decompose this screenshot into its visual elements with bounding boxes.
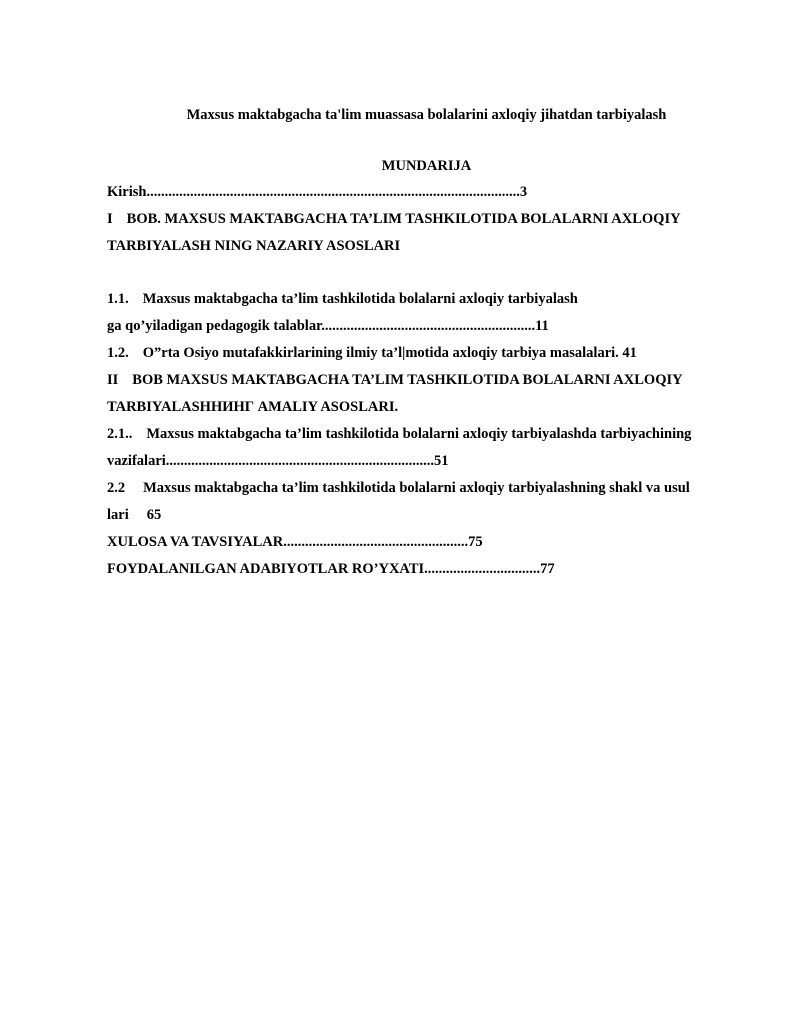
chapter-2-title: BOB MAXSUS MAKTABGACHA TA’LIM TASHKILOTIDA BOLALARNI AXLOQIY — [132, 372, 683, 388]
toc-entry-chapter-1-cont: TARBIYALASH NING NAZARIY ASOSLARI — [107, 238, 401, 254]
toc-heading: MUNDARIJA — [381, 158, 472, 174]
toc-entry-section-2-2-cont — [107, 506, 161, 524]
chapter-1-title: BOB. MAXSUS MAKTABGACHA TA’LIM TASHKILOTIDA BOLALARNI AXLOQIY — [126, 211, 681, 227]
toc-entry-section-1-1 — [107, 290, 578, 308]
section-2-2-page: 65 — [146, 507, 162, 523]
toc-entry-chapter-1 — [107, 210, 681, 228]
toc-entry-references: FOYDALANILGAN ADABIYOTLAR RO’YXATI................................77 — [107, 561, 555, 577]
toc-entry-section-1-2 — [107, 344, 637, 362]
toc-entry-section-2-1 — [107, 425, 691, 443]
section-2-1-number: 2.1.. — [107, 426, 133, 442]
toc-entry-intro: Kirish.......................................................................................................3 — [107, 184, 528, 200]
section-2-1-title: Maxsus maktabgacha ta’lim tashkilotida bolalarni axloqiy tarbiyalashda tarbiyachining — [146, 426, 692, 442]
section-1-2-number: 1.2. — [107, 345, 129, 361]
toc-entry-section-2-2 — [107, 479, 690, 497]
section-1-2-title: O”rta Osiyo mutafakkirlarining ilmiy ta’l|motida axloqiy tarbiya masalalari. 41 — [142, 345, 637, 361]
section-1-1-title: Maxsus maktabgacha ta’lim tashkilotida bolalarni axloqiy tarbiyalash — [142, 291, 578, 307]
section-2-2-title: Maxsus maktabgacha ta’lim tashkilotida bolalarni axloqiy tarbiyalashning shakl va usul — [143, 480, 690, 496]
document-title: Maxsus maktabgacha ta'lim muassasa bolalarini axloqiy jihatdan tarbiyalash — [186, 107, 667, 123]
section-2-2-title-end: lari — [107, 507, 129, 523]
toc-entry-section-1-1-cont: ga qo’yiladigan pedagogik talablar...........................................................11 — [107, 318, 549, 334]
chapter-1-number: I — [107, 211, 113, 227]
toc-entry-chapter-2 — [107, 371, 683, 389]
chapter-2-number: II — [107, 372, 119, 388]
toc-entry-chapter-2-cont: TARBIYALASHНИНГ AMALIY ASOSLARI. — [107, 399, 399, 415]
section-1-1-number: 1.1. — [107, 291, 129, 307]
section-2-2-number: 2.2 — [107, 480, 126, 496]
toc-entry-section-2-1-cont: vazifalari..........................................................................51 — [107, 453, 449, 469]
toc-entry-conclusion: XULOSA VA TAVSIYALAR...................................................75 — [107, 534, 483, 550]
